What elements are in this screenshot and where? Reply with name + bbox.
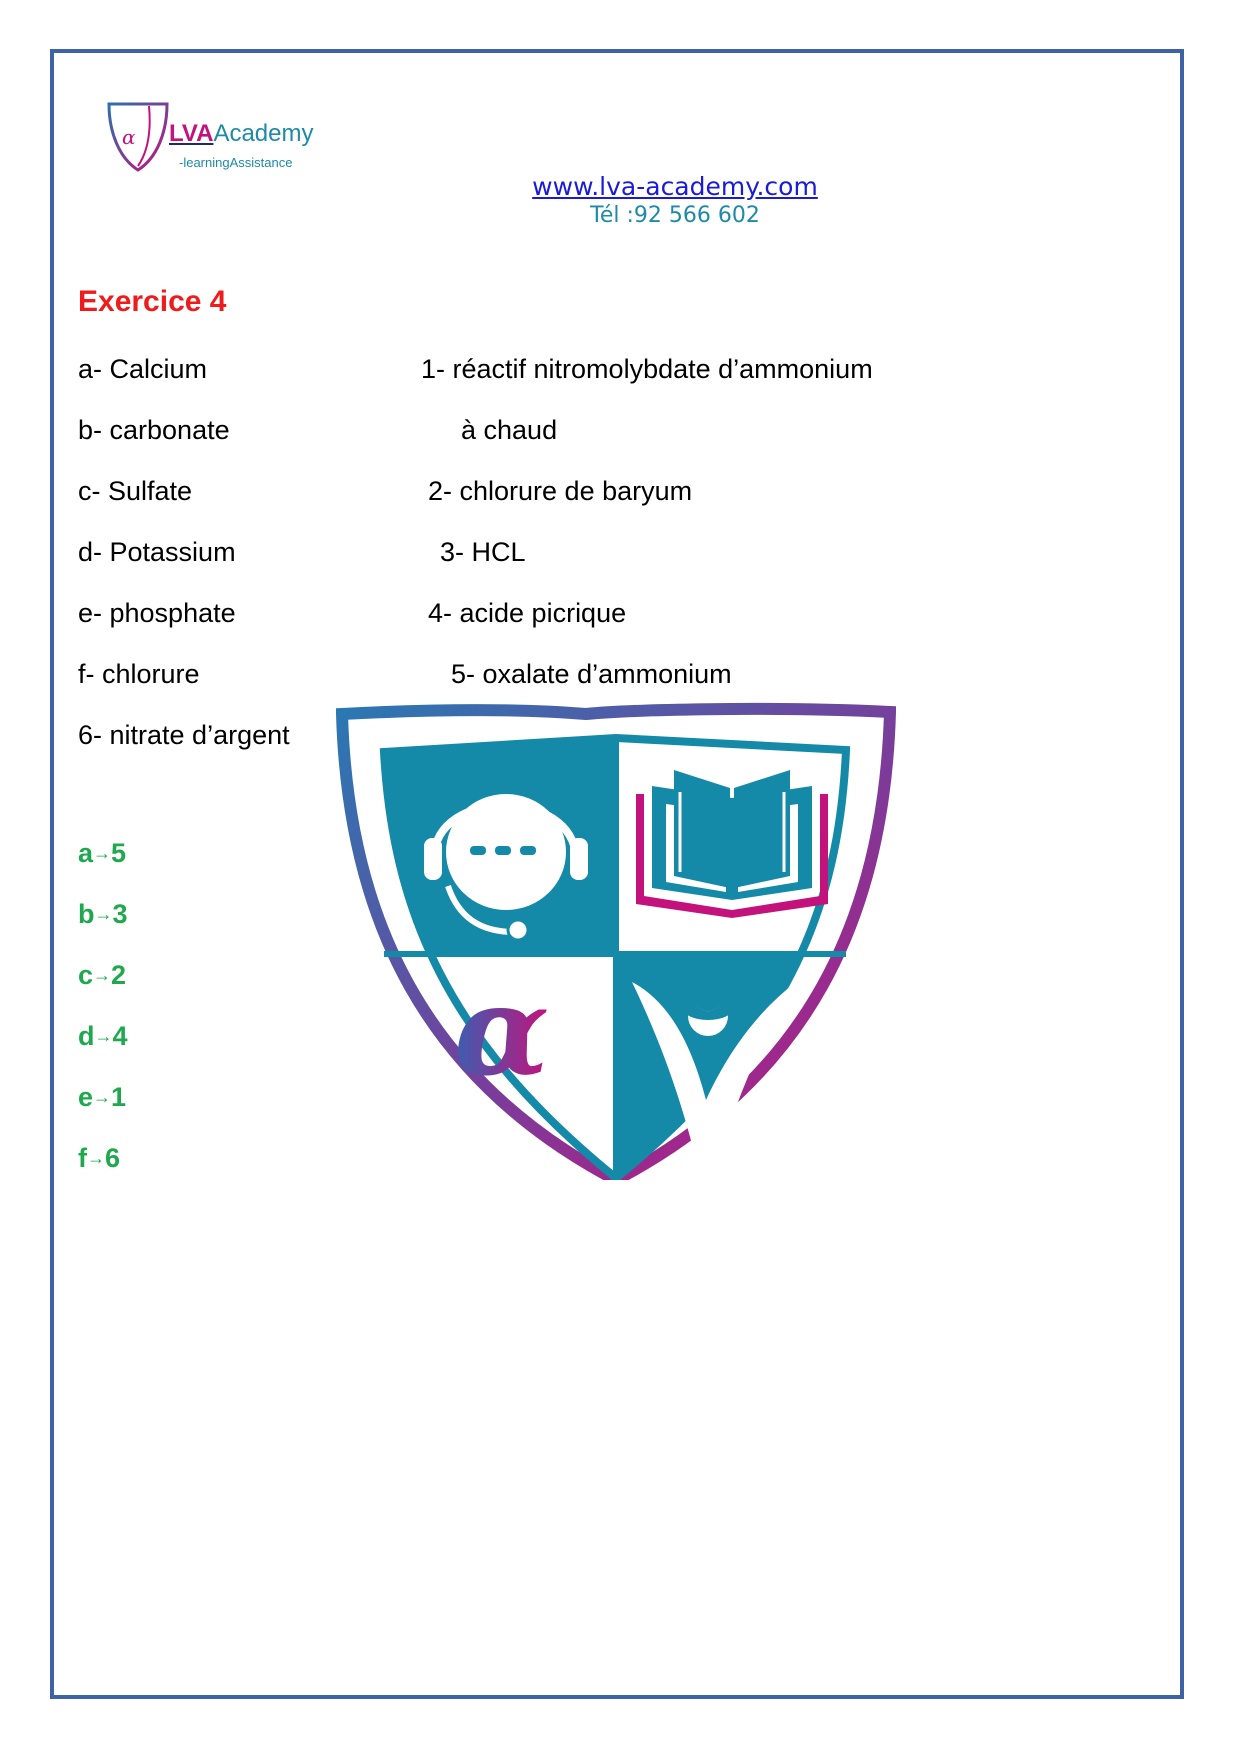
- answer-letter: c: [78, 960, 94, 990]
- answer-number: 2: [111, 960, 127, 990]
- lva-academy-logo: [105, 100, 345, 176]
- logo-brand-academy: Academy: [213, 120, 314, 147]
- small-shield-icon: [105, 100, 171, 174]
- right-item: 5- oxalate d’ammonium: [451, 659, 732, 689]
- exercise-title: Exercice 4: [78, 285, 227, 318]
- left-item: a- Calcium: [78, 354, 208, 384]
- phone-number: Tél :92 566 602: [590, 203, 760, 228]
- right-arrow-icon: →: [93, 1087, 112, 1107]
- answer-item: [78, 960, 126, 991]
- right-item: 2- chlorure de baryum: [428, 476, 693, 506]
- left-item: 6- nitrate d’argent: [78, 720, 290, 750]
- answer-letter: e: [78, 1082, 94, 1112]
- answer-item: [78, 1082, 126, 1113]
- answer-letter: a: [78, 838, 94, 868]
- right-arrow-icon: →: [94, 1026, 113, 1046]
- logo-brand: [169, 122, 313, 146]
- alpha-icon: α: [454, 959, 550, 1104]
- answer-item: [78, 899, 128, 930]
- answer-item: [78, 1021, 128, 1052]
- answer-number: 6: [105, 1143, 121, 1173]
- contact-block: [480, 172, 870, 230]
- left-item: f- chlorure: [78, 659, 200, 689]
- right-arrow-icon: →: [87, 1148, 105, 1168]
- answer-number: 3: [112, 899, 128, 929]
- logo-brand-lva: LVA: [169, 120, 214, 147]
- academy-emblem: [336, 700, 896, 1180]
- right-item: 1- réactif nitromolybdate d’ammonium: [421, 354, 873, 384]
- svg-text:α: α: [122, 125, 136, 149]
- logo-tagline: -learningAssistance: [179, 155, 293, 170]
- website-link[interactable]: www.lva-academy.com: [532, 172, 818, 201]
- right-item: 3- HCL: [440, 537, 526, 567]
- answer-item: [78, 1143, 120, 1174]
- answer-number: 5: [111, 838, 127, 868]
- right-arrow-icon: →: [94, 904, 113, 924]
- left-item: b- carbonate: [78, 415, 230, 445]
- answer-letter: d: [78, 1021, 95, 1051]
- left-item: e- phosphate: [78, 598, 236, 628]
- answer-letter: b: [78, 899, 95, 929]
- answer-letter: f: [78, 1143, 87, 1173]
- right-arrow-icon: →: [93, 965, 112, 985]
- right-arrow-icon: →: [93, 843, 112, 863]
- right-item: 4- acide picrique: [428, 598, 627, 628]
- answer-number: 1: [111, 1082, 127, 1112]
- answer-number: 4: [112, 1021, 128, 1051]
- left-item: c- Sulfate: [78, 476, 193, 506]
- answer-item: [78, 838, 126, 869]
- left-item: d- Potassium: [78, 537, 236, 567]
- right-item-continuation: à chaud: [461, 415, 558, 445]
